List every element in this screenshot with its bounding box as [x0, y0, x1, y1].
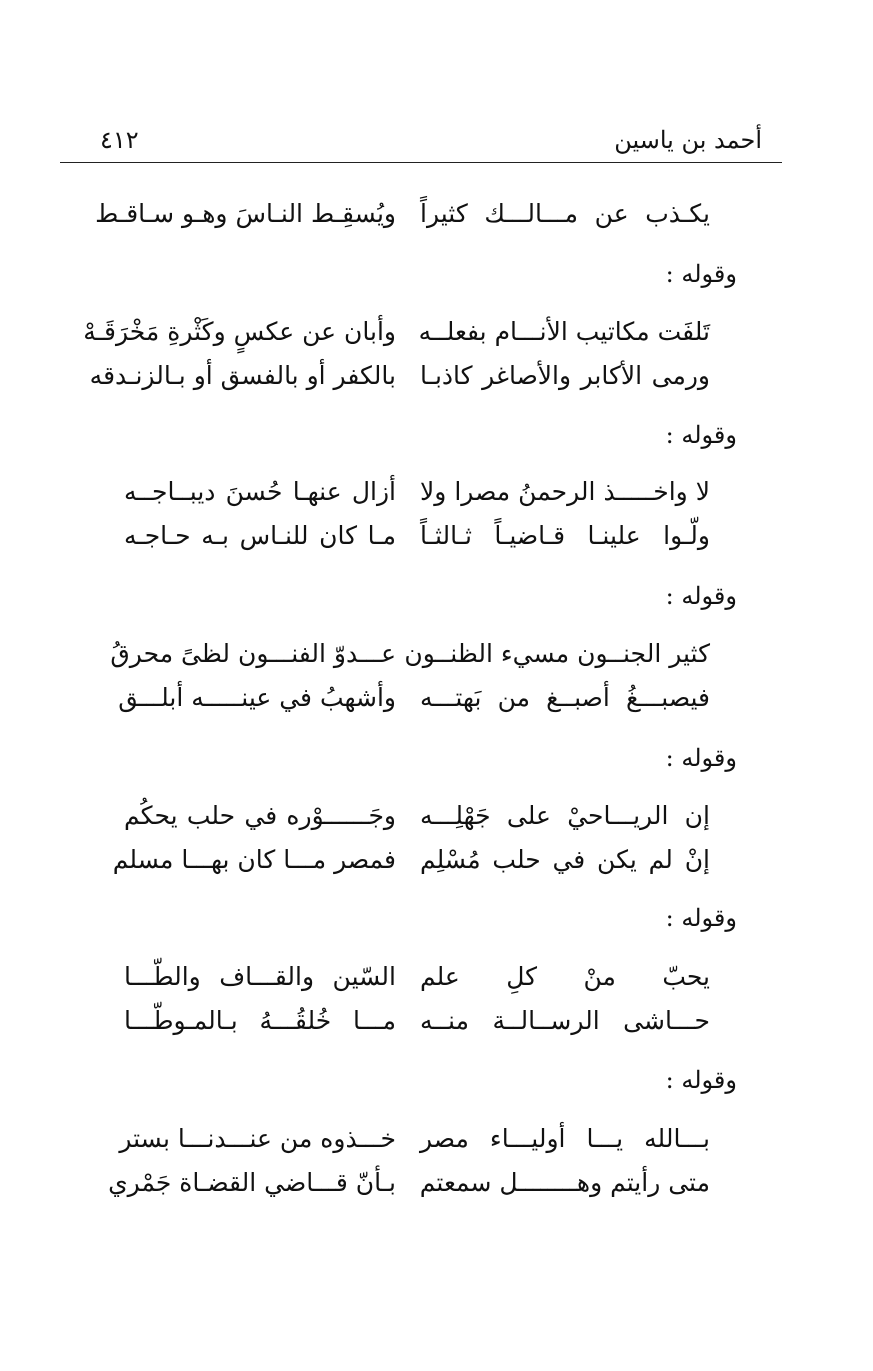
verse-line: [0, 1161, 873, 1205]
hemistich-left: وأبان عن عكسٍ وكَثْرةِ مَخْرَقَـهْ: [83, 317, 396, 346]
hemistich-right: إن الريـــاحيْ على جَهْلِـــه: [420, 801, 710, 830]
hemistich-right: لا واخـــــذ الرحمنُ مصرا ولا: [420, 477, 710, 506]
hemistich-left: السّين والقـــاف والطّـــا: [124, 962, 396, 991]
hemistich-right: ورمى الأكابر والأصاغر كاذبـا: [420, 361, 710, 390]
hemistich-right: يكـذب عن مـــالـــك كثيراً: [420, 199, 710, 228]
hemistich-right: ولّـوا علينـا قـاضيـاً ثـالثـاً: [420, 521, 710, 550]
verse-line: [0, 192, 873, 236]
hemistich-right: حـــاشى الرســالــة منــه: [420, 1006, 710, 1035]
hemistich-left: وجَــــــوْره في حلب يحكُم: [124, 801, 396, 830]
verse-line: [0, 794, 873, 838]
hemistich-left: فمصر مـــا كان بهـــا مسلم: [112, 845, 396, 874]
hemistich-right: إنْ لم يكن في حلب مُسْلِم: [420, 845, 710, 874]
running-title: أحمد بن ياسين: [614, 126, 762, 154]
verse-intro: وقوله :: [665, 421, 737, 449]
verse-intro: وقوله :: [665, 904, 737, 932]
hemistich-left: ويُسقِـط النـاسَ وهـو سـاقـط: [95, 199, 396, 228]
header-rule: [60, 162, 782, 163]
hemistich-right: تَلفَت مكاتيب الأنـــام بفعلــه: [418, 317, 710, 346]
hemistich-left: عـــدوّ الفنـــون لظىً محرقُ: [110, 639, 396, 668]
verse-block: [0, 470, 873, 558]
verse-line: [0, 354, 873, 398]
verse-line: [0, 632, 873, 676]
hemistich-left: مـا كان للنـاس بـه حـاجـه: [124, 521, 396, 550]
hemistich-left: وأشهبُ في عينـــــه أبلـــق: [118, 683, 396, 712]
page-header: [60, 122, 782, 158]
verse-intro: وقوله :: [665, 582, 737, 610]
verse-line: [0, 310, 873, 354]
hemistich-left: خـــذوه من عنـــدنـــا بستر: [119, 1124, 396, 1153]
verse-block: [0, 955, 873, 1043]
verse-intro: وقوله :: [665, 260, 737, 288]
verse-block: [0, 192, 873, 236]
hemistich-left: مـــا خُلقُـــهُ بـالمـوطّـــا: [124, 1006, 396, 1035]
hemistich-right: فيصبـــغُ أصبــغ من بَهتـــه: [420, 683, 710, 712]
verse-line: [0, 999, 873, 1043]
verse-line: [0, 676, 873, 720]
verse-intro: وقوله :: [665, 1066, 737, 1094]
verse-line: [0, 955, 873, 999]
hemistich-right: متى رأيتم وهــــــــل سمعتم: [419, 1168, 710, 1197]
hemistich-left: بالكفر أو بالفسق أو بـالزنـدقه: [89, 361, 396, 390]
hemistich-right: كثير الجنــون مسيء الظنــون: [404, 639, 710, 668]
hemistich-right: يحبّ منْ كلِ علم: [420, 962, 710, 991]
verse-line: [0, 838, 873, 882]
verse-line: [0, 470, 873, 514]
verse-line: [0, 1117, 873, 1161]
hemistich-right: بـــالله يـــا أوليـــاء مصر: [420, 1124, 710, 1153]
verse-block: [0, 632, 873, 720]
hemistich-left: بـأنّ قـــاضي القضـاة جَمْري: [108, 1168, 396, 1197]
verse-block: [0, 310, 873, 398]
verse-line: [0, 514, 873, 558]
verse-block: [0, 1117, 873, 1205]
verse-intro: وقوله :: [665, 744, 737, 772]
verse-block: [0, 794, 873, 882]
hemistich-left: أزال عنهـا حُسنَ ديبــاجــه: [124, 477, 396, 506]
page-number: ٤١٢: [100, 126, 139, 154]
